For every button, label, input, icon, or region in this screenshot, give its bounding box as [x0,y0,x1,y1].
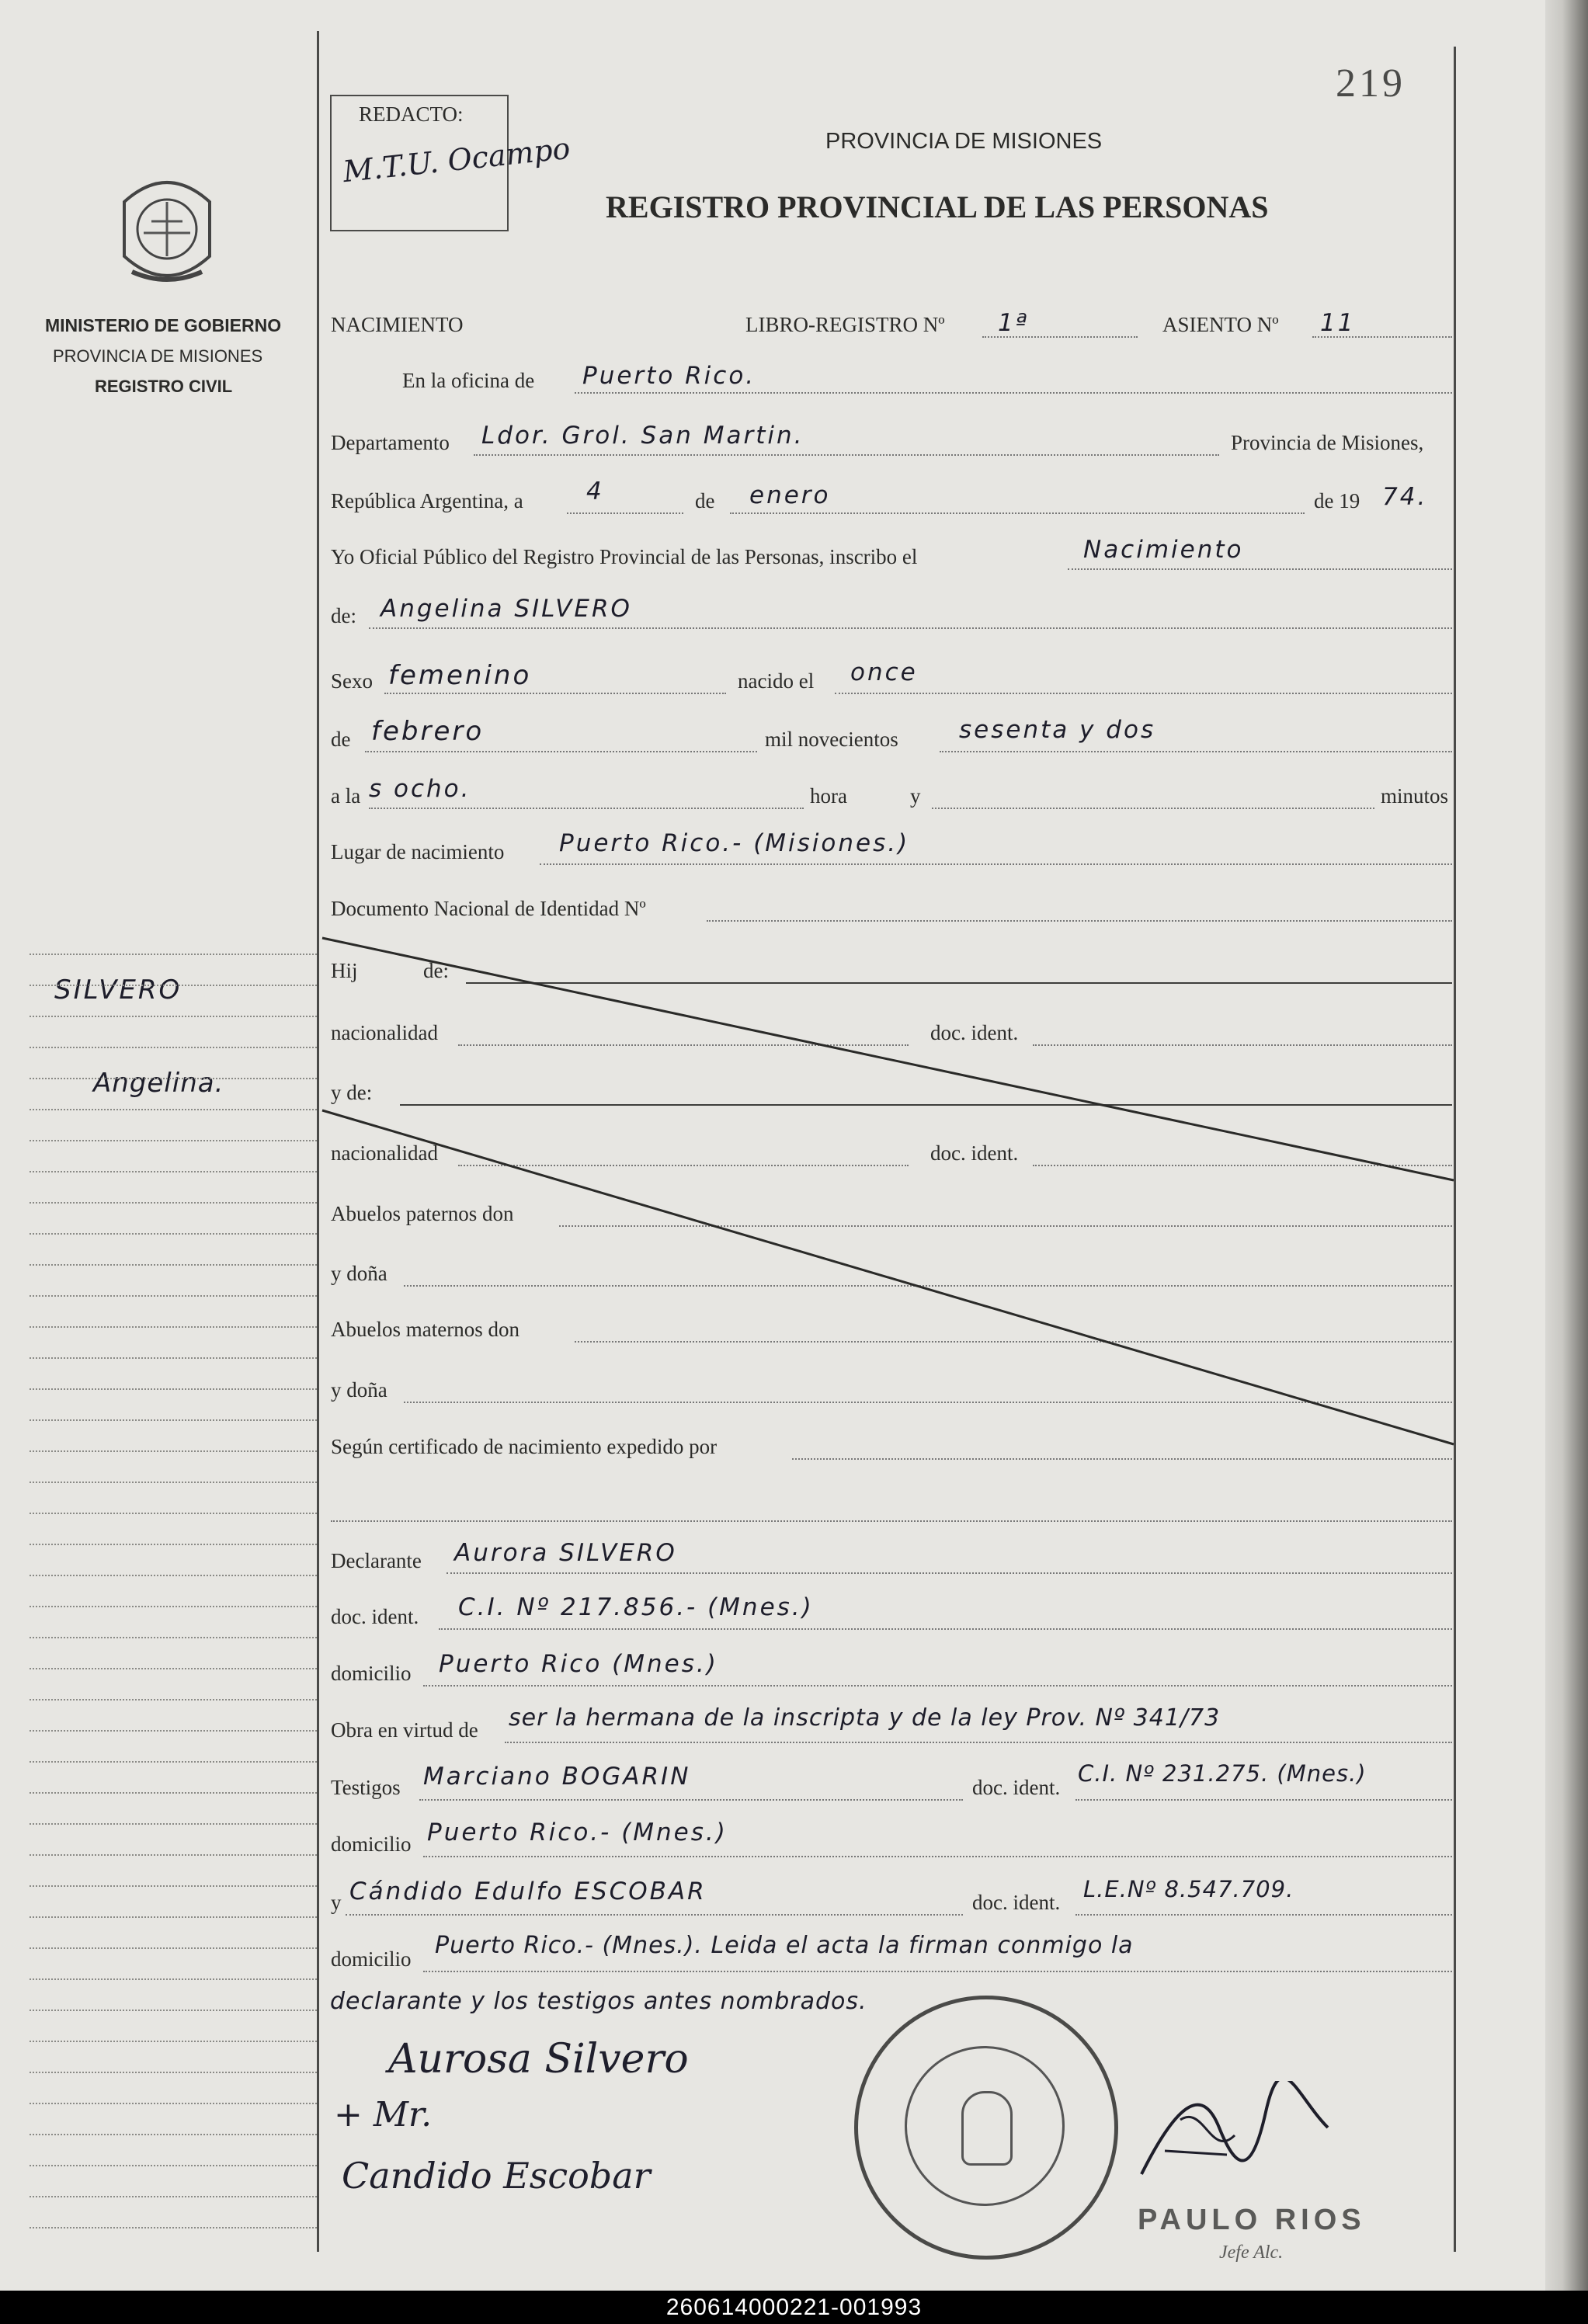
domicilio-label: domicilio [331,1832,412,1856]
strike-line [322,1110,1454,1444]
oficina-label: En la oficina de [402,369,535,392]
official-stamp [854,1996,1118,2260]
province-heading: PROVINCIA DE MISIONES [825,129,1103,154]
testigo2-signature: Candido Escobar [342,2155,651,2197]
testigo1-signature: + Mr. [334,2095,433,2135]
official-signature-icon [1134,2081,1336,2190]
de-month-label: de [331,728,351,751]
y-label: y [910,784,921,808]
folio-number: 219 [1336,61,1406,106]
nacionalidad-label: nacionalidad [331,1141,438,1165]
doc-ident-label: doc. ident. [930,1021,1019,1044]
sexo-value: femenino [388,660,532,691]
oficial-label: Yo Oficial Público del Registro Provincial de las Personas, inscribo el [331,545,918,568]
y-dona-label: y doña [331,1378,387,1402]
abuelos-paternos-label: Abuelos paternos don [331,1202,514,1225]
lugar-label: Lugar de nacimiento [331,840,505,863]
nacionalidad-label: nacionalidad [331,1021,438,1044]
abuelos-maternos-label: Abuelos maternos don [331,1318,519,1341]
official-name: PAULO RIOS [1138,2204,1366,2236]
republica-label: República Argentina, a [331,489,523,512]
doc-ident-label: doc. ident. [930,1141,1019,1165]
birth-month-value: febrero [371,716,485,747]
declarante-signature: Aurosa Silvero [388,2036,689,2083]
minutos-label: minutos [1381,784,1449,808]
testigos-label: Testigos [331,1776,401,1799]
departamento-value: Ldor. Grol. San Martin. [481,422,804,450]
domicilio-label: domicilio [331,1947,412,1971]
de-label: de [695,489,715,512]
testigo1-doc-value: C.I. Nº 231.275. (Mnes.) [1078,1760,1367,1787]
inscribo-value: Nacimiento [1083,536,1244,564]
doc-ident-label: doc. ident. [972,1891,1061,1914]
nacido-label: nacido el [738,669,815,693]
year-value: 74. [1382,483,1428,511]
libro-label: LIBRO-REGISTRO Nº [745,313,945,336]
doc-ident-label: doc. ident. [972,1776,1061,1799]
testigo1-value: Marciano BOGARIN [423,1763,691,1791]
doc-ident-value: C.I. Nº 217.856.- (Mnes.) [458,1593,814,1621]
footer-bar [0,2291,1588,2324]
registry-heading: REGISTRO PROVINCIAL DE LAS PERSONAS [606,189,1269,224]
a-las-label: a la [331,784,361,808]
redacto-label: REDACTO: [359,102,464,126]
official-title: Jefe Alc. [1219,2242,1284,2263]
nacido-value: once [850,658,918,686]
strike-line [322,938,1454,1180]
libro-value: 1ª [998,309,1030,337]
lugar-value: Puerto Rico.- (Misiones.) [559,829,910,857]
stamp-inner-ring [905,2046,1065,2206]
year-prefix: de 19 [1314,489,1360,512]
documento-label: Documento Nacional de Identidad Nº [331,897,646,920]
margin-surname: SILVERO [54,974,182,1006]
asiento-label: ASIENTO Nº [1162,313,1279,336]
hora-label: hora [810,784,847,808]
name-value: Angelina SILVERO [380,595,632,623]
testigo1-dom-value: Puerto Rico.- (Mnes.) [427,1819,728,1846]
ministry-label: MINISTERIO DE GOBIERNO [45,315,282,335]
nacimiento-label: NACIMIENTO [331,313,464,336]
segun-label: Según certificado de nacimiento expedido por [331,1435,718,1458]
birth-year-value: sesenta y dos [959,716,1156,744]
hij-label: Hij [331,959,358,982]
provincia-label: Provincia de Misiones, [1231,431,1424,454]
testigo2-doc-value: L.E.Nº 8.547.709. [1083,1876,1294,1902]
day-value: 4 [586,478,604,505]
mil-label: mil novecientos [765,728,898,751]
testigo2-value: Cándido Edulfo ESCOBAR [349,1878,707,1905]
redacto-signature: M.T.U. Ocampo [341,130,572,189]
departamento-label: Departamento [331,431,450,454]
declarante-label: Declarante [331,1549,422,1572]
testigo2-dom-value: Puerto Rico.- (Mnes.). Leida el acta la firman conmigo la [435,1932,1134,1959]
footer-id: 260614000221-001993 [665,2294,923,2320]
asiento-value: 11 [1320,309,1356,337]
declarante-value: Aurora SILVERO [454,1539,677,1567]
y-dona-label: y doña [331,1262,387,1285]
sexo-label: Sexo [331,669,373,693]
y2-label: y [331,1891,342,1914]
oficina-value: Puerto Rico. [582,362,756,390]
closing-value: declarante y los testigos antes nombrados. [330,1988,867,2015]
de2-label: de: [423,959,449,982]
margin-given-name: Angelina. [93,1068,224,1099]
y-de-label: y de: [331,1081,373,1104]
registro-civil-label: REGISTRO CIVIL [95,377,233,396]
doc-ident-label: doc. ident. [331,1605,419,1628]
de-name-label: de: [331,604,356,627]
obra-value: ser la hermana de la inscripta y de la ley Prov. Nº 341/73 [509,1704,1221,1732]
domicilio-label: domicilio [331,1662,412,1685]
stamp-crest-icon [961,2091,1013,2166]
obra-label: Obra en virtud de [331,1718,478,1742]
domicilio-value: Puerto Rico (Mnes.) [439,1650,718,1678]
hour-value: s ocho. [369,775,471,803]
book-spine [1545,0,1588,2291]
province-label: PROVINCIA DE MISIONES [53,346,263,366]
month-value: enero [749,481,831,509]
